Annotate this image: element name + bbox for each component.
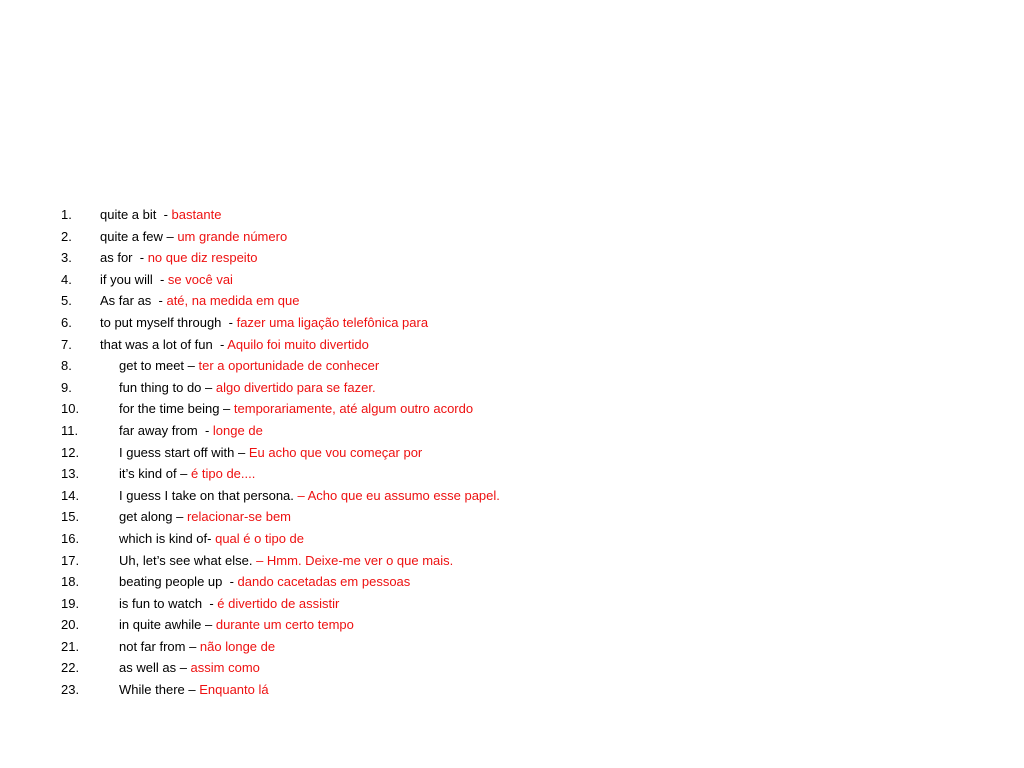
list-item-text	[119, 550, 453, 572]
list-item-text	[119, 593, 339, 615]
list-item-number: 12.	[61, 444, 80, 460]
english-phrase: far away from -	[119, 422, 213, 438]
english-phrase: is fun to watch -	[119, 595, 218, 611]
english-phrase: for the time being –	[119, 401, 234, 417]
list-item-number: 2.	[61, 228, 72, 244]
portuguese-translation: Aquilo foi muito divertido	[227, 336, 369, 352]
list-item-text	[119, 679, 269, 701]
list-item-text	[119, 463, 255, 485]
list-item-number: 5.	[61, 293, 72, 309]
english-phrase: as for -	[100, 250, 148, 266]
portuguese-translation: se você vai	[167, 271, 233, 287]
english-phrase: As far as -	[100, 293, 167, 309]
english-phrase: beating people up -	[119, 574, 238, 590]
list-item-text	[100, 312, 428, 334]
list-item-text	[100, 247, 258, 269]
list-item-number: 23.	[61, 682, 80, 698]
list-item-text	[119, 528, 304, 550]
portuguese-translation: durante um certo tempo	[215, 617, 354, 633]
list-item-number: 15.	[61, 509, 80, 525]
portuguese-translation: no que diz respeito	[147, 250, 258, 266]
portuguese-translation: – Hmm. Deixe-me ver o que mais.	[256, 552, 454, 568]
portuguese-translation: assim como	[190, 660, 260, 676]
portuguese-translation: relacionar-se bem	[186, 509, 291, 525]
portuguese-translation: temporariamente, até algum outro acordo	[233, 401, 474, 417]
portuguese-translation: um grande número	[177, 228, 288, 244]
list-item-number: 7.	[61, 336, 72, 352]
english-phrase: to put myself through -	[100, 314, 237, 330]
list-item-text	[119, 442, 422, 464]
english-phrase: it’s kind of –	[119, 466, 192, 482]
english-phrase: that was a lot of fun -	[100, 336, 228, 352]
english-phrase: While there –	[119, 682, 200, 698]
portuguese-translation: até, na medida em que	[166, 293, 300, 309]
portuguese-translation: ter a oportunidade de conhecer	[198, 358, 380, 374]
english-phrase: in quite awhile –	[119, 617, 216, 633]
list-item-number: 20.	[61, 617, 80, 633]
portuguese-translation: não longe de	[199, 638, 276, 654]
portuguese-translation: longe de	[212, 422, 263, 438]
portuguese-translation: bastante	[171, 207, 222, 222]
list-item-number: 8.	[61, 358, 72, 374]
english-phrase: get to meet –	[119, 358, 199, 374]
list-item-number: 19.	[61, 595, 80, 611]
portuguese-translation: é divertido de assistir	[217, 595, 340, 611]
list-item-number: 18.	[61, 574, 80, 590]
list-item-number: 16.	[61, 530, 80, 546]
list-item-text	[100, 269, 233, 291]
list-item-text	[119, 636, 275, 658]
list-item-number: 9.	[61, 379, 72, 395]
list-item-number: 14.	[61, 487, 80, 503]
portuguese-translation: – Acho que eu assumo esse papel.	[297, 487, 500, 503]
list-item-number: 21.	[61, 638, 80, 654]
english-phrase: which is kind of-	[119, 530, 216, 546]
english-phrase: get along –	[119, 509, 187, 525]
portuguese-translation: fazer uma ligação telefônica para	[236, 314, 429, 330]
portuguese-translation: é tipo de....	[191, 466, 256, 482]
list-item-text	[119, 614, 354, 636]
list-item-text	[119, 657, 260, 679]
english-phrase: I guess I take on that persona.	[119, 487, 298, 503]
english-phrase: quite a bit -	[100, 207, 172, 222]
portuguese-translation: Eu acho que vou começar por	[248, 444, 423, 460]
english-phrase: as well as –	[119, 660, 191, 676]
list-item-number: 10.	[61, 401, 80, 417]
english-phrase: I guess start off with –	[119, 444, 249, 460]
list-item-number: 22.	[61, 660, 80, 676]
portuguese-translation: qual é o tipo de	[215, 530, 304, 546]
list-item-number: 1.	[61, 207, 72, 222]
list-item-text	[100, 290, 299, 312]
list-item-text	[119, 485, 500, 507]
list-item-number: 13.	[61, 466, 80, 482]
list-item-text	[119, 420, 263, 442]
list-item-number: 6.	[61, 314, 72, 330]
list-item-number: 4.	[61, 271, 72, 287]
english-phrase: fun thing to do –	[119, 379, 216, 395]
list-item-text	[119, 398, 473, 420]
portuguese-translation: dando cacetadas em pessoas	[237, 574, 411, 590]
list-item-number: 3.	[61, 250, 72, 266]
list-item-text	[119, 377, 376, 399]
list-item-text	[100, 226, 287, 248]
list-item-text	[100, 204, 221, 226]
english-phrase: Uh, let’s see what else.	[119, 552, 257, 568]
list-item-number: 17.	[61, 552, 80, 568]
list-item-text	[100, 334, 369, 356]
english-phrase: not far from –	[119, 638, 200, 654]
list-item-number: 11.	[61, 422, 79, 438]
portuguese-translation: Enquanto lá	[199, 682, 269, 698]
list-item-text	[119, 571, 410, 593]
portuguese-translation: algo divertido para se fazer.	[215, 379, 376, 395]
list-item-text	[119, 506, 291, 528]
list-item-text	[119, 355, 379, 377]
english-phrase: if you will -	[100, 271, 168, 287]
english-phrase: quite a few –	[100, 228, 178, 244]
